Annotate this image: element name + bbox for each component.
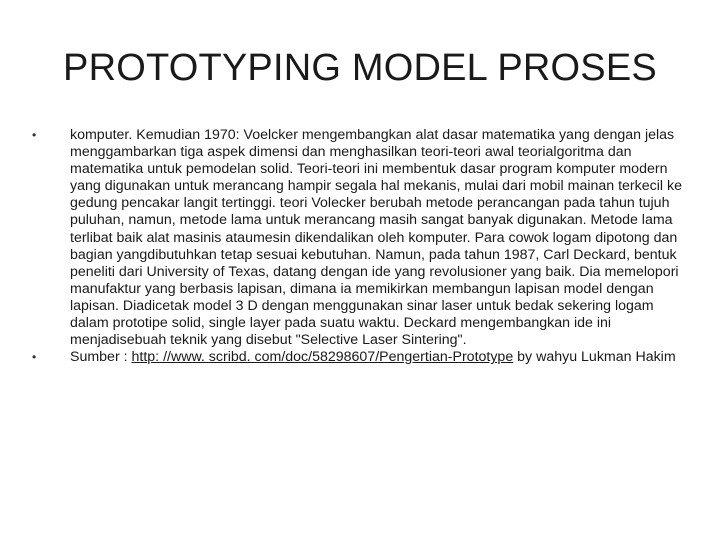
bullet-item-source (30, 349, 694, 366)
bullet-list (30, 127, 694, 366)
source-suffix: by wahyu Lukman Hakim (513, 349, 676, 366)
bullet-marker: • (32, 350, 37, 365)
source-prefix: Sumber : (70, 349, 132, 366)
source-link[interactable]: http: //www. scribd. com/doc/58298607/Pengertian-Prototype (131, 349, 514, 366)
bullet-marker: • (32, 128, 37, 142)
bullet-item-history (30, 127, 694, 349)
bullet-text-history: komputer. Kemudian 1970: Voelcker mengembangkan alat dasar matematika yang dengan jelas menggambarkan tiga aspek dimensi dan menghasilkan teori-teori awal teorialgoritma dan matematika untuk pemodelan solid. Teori-teori ini membentuk dasar program komputer modern yang digunakan untuk merancang hampir segala hal mekanis, mulai dari mobil mainan terkecil ke gedung pencakar langit tertinggi. teori Volecker berubah metode perancangan pada tahun tujuh puluhan, namun, metode lama untuk merancang masih sangat banyak digunakan. Metode lama terlibat baik alat masinis ataumesin dikendalikan oleh komputer. Para cowok logam dipotong dan bagian yangdibutuhkan tetap sesuai kebutuhan. Namun, pada tahun 1987, Carl Deckard, bentuk peneliti dari University of Texas, datang dengan ide yang revolusioner yang baik. Dia memelopori manufaktur yang berbasis lapisan, dimana ia memikirkan membangun lapisan model dengan lapisan. Diadicetak model 3 D dengan menggunakan sinar laser untuk bedak sekering logam dalam prototipe solid, single layer pada suatu waktu. Deckard mengembangkan ide ini menjadisebuah teknik yang disebut "Selective Laser Sintering". (70, 127, 682, 349)
slide-title: PROTOTYPING MODEL PROSES (63, 47, 657, 89)
